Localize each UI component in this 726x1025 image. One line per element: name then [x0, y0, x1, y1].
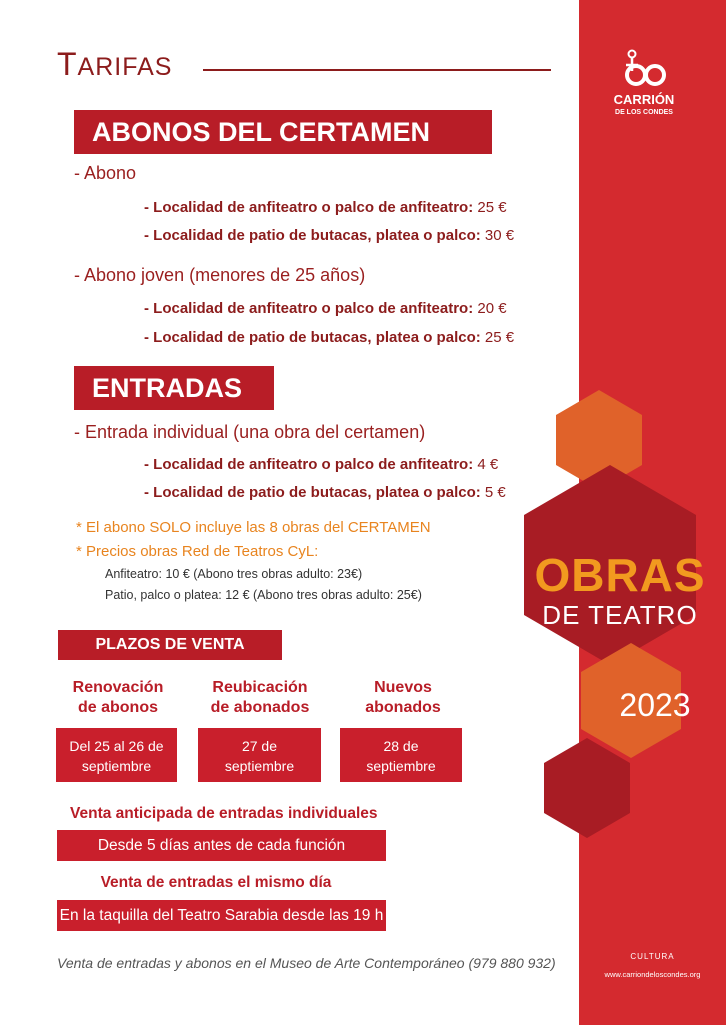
- col-renovacion-head-2: de abonos: [77, 699, 158, 716]
- joven-line-1-price: 20 €: [477, 300, 507, 317]
- abono-line-1-text: - Localidad de anfiteatro o palco de anfiteatro:: [144, 199, 474, 216]
- website-url: www.carriondeloscondes.org: [604, 970, 701, 979]
- abono-line-2-price: 30 €: [484, 227, 515, 244]
- note-precios: * Precios obras Red de Teatros CyL:: [76, 543, 319, 560]
- brand-subname: DE LOS CONDES: [615, 109, 673, 116]
- abono-line-1-price: 25 €: [477, 199, 507, 216]
- carrion-logo-icon: [621, 45, 667, 87]
- cultura-label: CULTURA: [630, 952, 675, 961]
- venta-mismo-dia-detail: En la taquilla del Teatro Sarabia desde las 19 h: [57, 900, 386, 931]
- joven-line-2-text: - Localidad de patio de butacas, platea o palco:: [144, 329, 481, 346]
- page-title-rest: ARIFAS: [77, 53, 173, 81]
- brand-name: CARRIÓN: [613, 92, 675, 107]
- page-title: TARIFAS: [57, 46, 173, 82]
- footer-note: Venta de entradas y abonos en el Museo de Arte Contemporáneo (979 880 932): [57, 955, 556, 971]
- joven-line-1-text: - Localidad de anfiteatro o palco de anfiteatro:: [144, 300, 474, 317]
- hexagon-dark-bottom: [544, 738, 630, 838]
- date-reubicacion-1: 27 de: [241, 738, 278, 754]
- entrada-individual-label: - Entrada individual (una obra del certamen): [74, 422, 426, 442]
- abono-joven-label: - Abono joven (menores de 25 años): [74, 265, 366, 285]
- entrada-line-1-text: - Localidad de anfiteatro o palco de anfiteatro:: [144, 456, 474, 473]
- venta-anticipada-detail: Desde 5 días antes de cada función: [57, 830, 386, 861]
- col-reubicacion-head: [190, 678, 330, 718]
- detail-anfiteatro: Anfiteatro: 10 € (Abono tres obras adulto: 23€): [105, 567, 363, 581]
- note-abono: * El abono SOLO incluye las 8 obras del CERTAMEN: [76, 519, 431, 536]
- col-reubicacion-head-1: Reubicación: [212, 679, 308, 696]
- date-nuevos-1: 28 de: [383, 738, 419, 754]
- col-nuevos-head: [333, 678, 473, 718]
- col-nuevos-head-2: abonados: [365, 699, 441, 716]
- entrada-line-2: [144, 484, 506, 501]
- obras-title: OBRAS: [534, 549, 706, 601]
- date-nuevos-2: septiembre: [366, 758, 436, 774]
- date-reubicacion-2: septiembre: [224, 758, 295, 774]
- abono-line-2-text: - Localidad de patio de butacas, platea o palco:: [144, 227, 481, 244]
- col-nuevos-head-1: Nuevos: [374, 679, 432, 696]
- date-box-nuevos: [340, 728, 462, 782]
- abono-line-2: [144, 227, 514, 244]
- date-box-reubicacion: [198, 728, 321, 782]
- venta-anticipada-title: Venta anticipada de entradas individuales: [70, 805, 378, 822]
- abono-line-1: [144, 199, 507, 216]
- title-divider: [203, 69, 551, 71]
- detail-patio: Patio, palco o platea: 12 € (Abono tres obras adulto: 25€): [105, 588, 422, 602]
- date-renovacion-2: septiembre: [81, 758, 152, 774]
- joven-line-2: [144, 329, 514, 346]
- venta-mismo-dia-title: Venta de entradas el mismo día: [100, 874, 332, 891]
- joven-line-2-price: 25 €: [484, 329, 515, 346]
- year-label: 2023: [619, 687, 691, 723]
- col-reubicacion-head-2: de abonados: [210, 699, 310, 716]
- entrada-line-2-price: 5 €: [484, 484, 506, 501]
- col-renovacion-head: [48, 678, 188, 718]
- abonos-banner: ABONOS DEL CERTAMEN: [74, 110, 492, 154]
- teatro-subtitle: DE TEATRO: [542, 600, 698, 630]
- entrada-line-2-text: - Localidad de patio de butacas, platea o palco:: [144, 484, 481, 501]
- abono-label: - Abono: [74, 163, 137, 183]
- plazos-banner: PLAZOS DE VENTA: [58, 630, 282, 660]
- joven-line-1: [144, 300, 507, 317]
- col-renovacion-head-1: Renovación: [72, 679, 164, 696]
- entradas-banner: ENTRADAS: [74, 366, 274, 410]
- entrada-line-1: [144, 456, 498, 473]
- date-renovacion-1: Del 25 al 26 de: [69, 738, 164, 754]
- entrada-line-1-price: 4 €: [477, 456, 499, 473]
- date-box-renovacion: [56, 728, 177, 782]
